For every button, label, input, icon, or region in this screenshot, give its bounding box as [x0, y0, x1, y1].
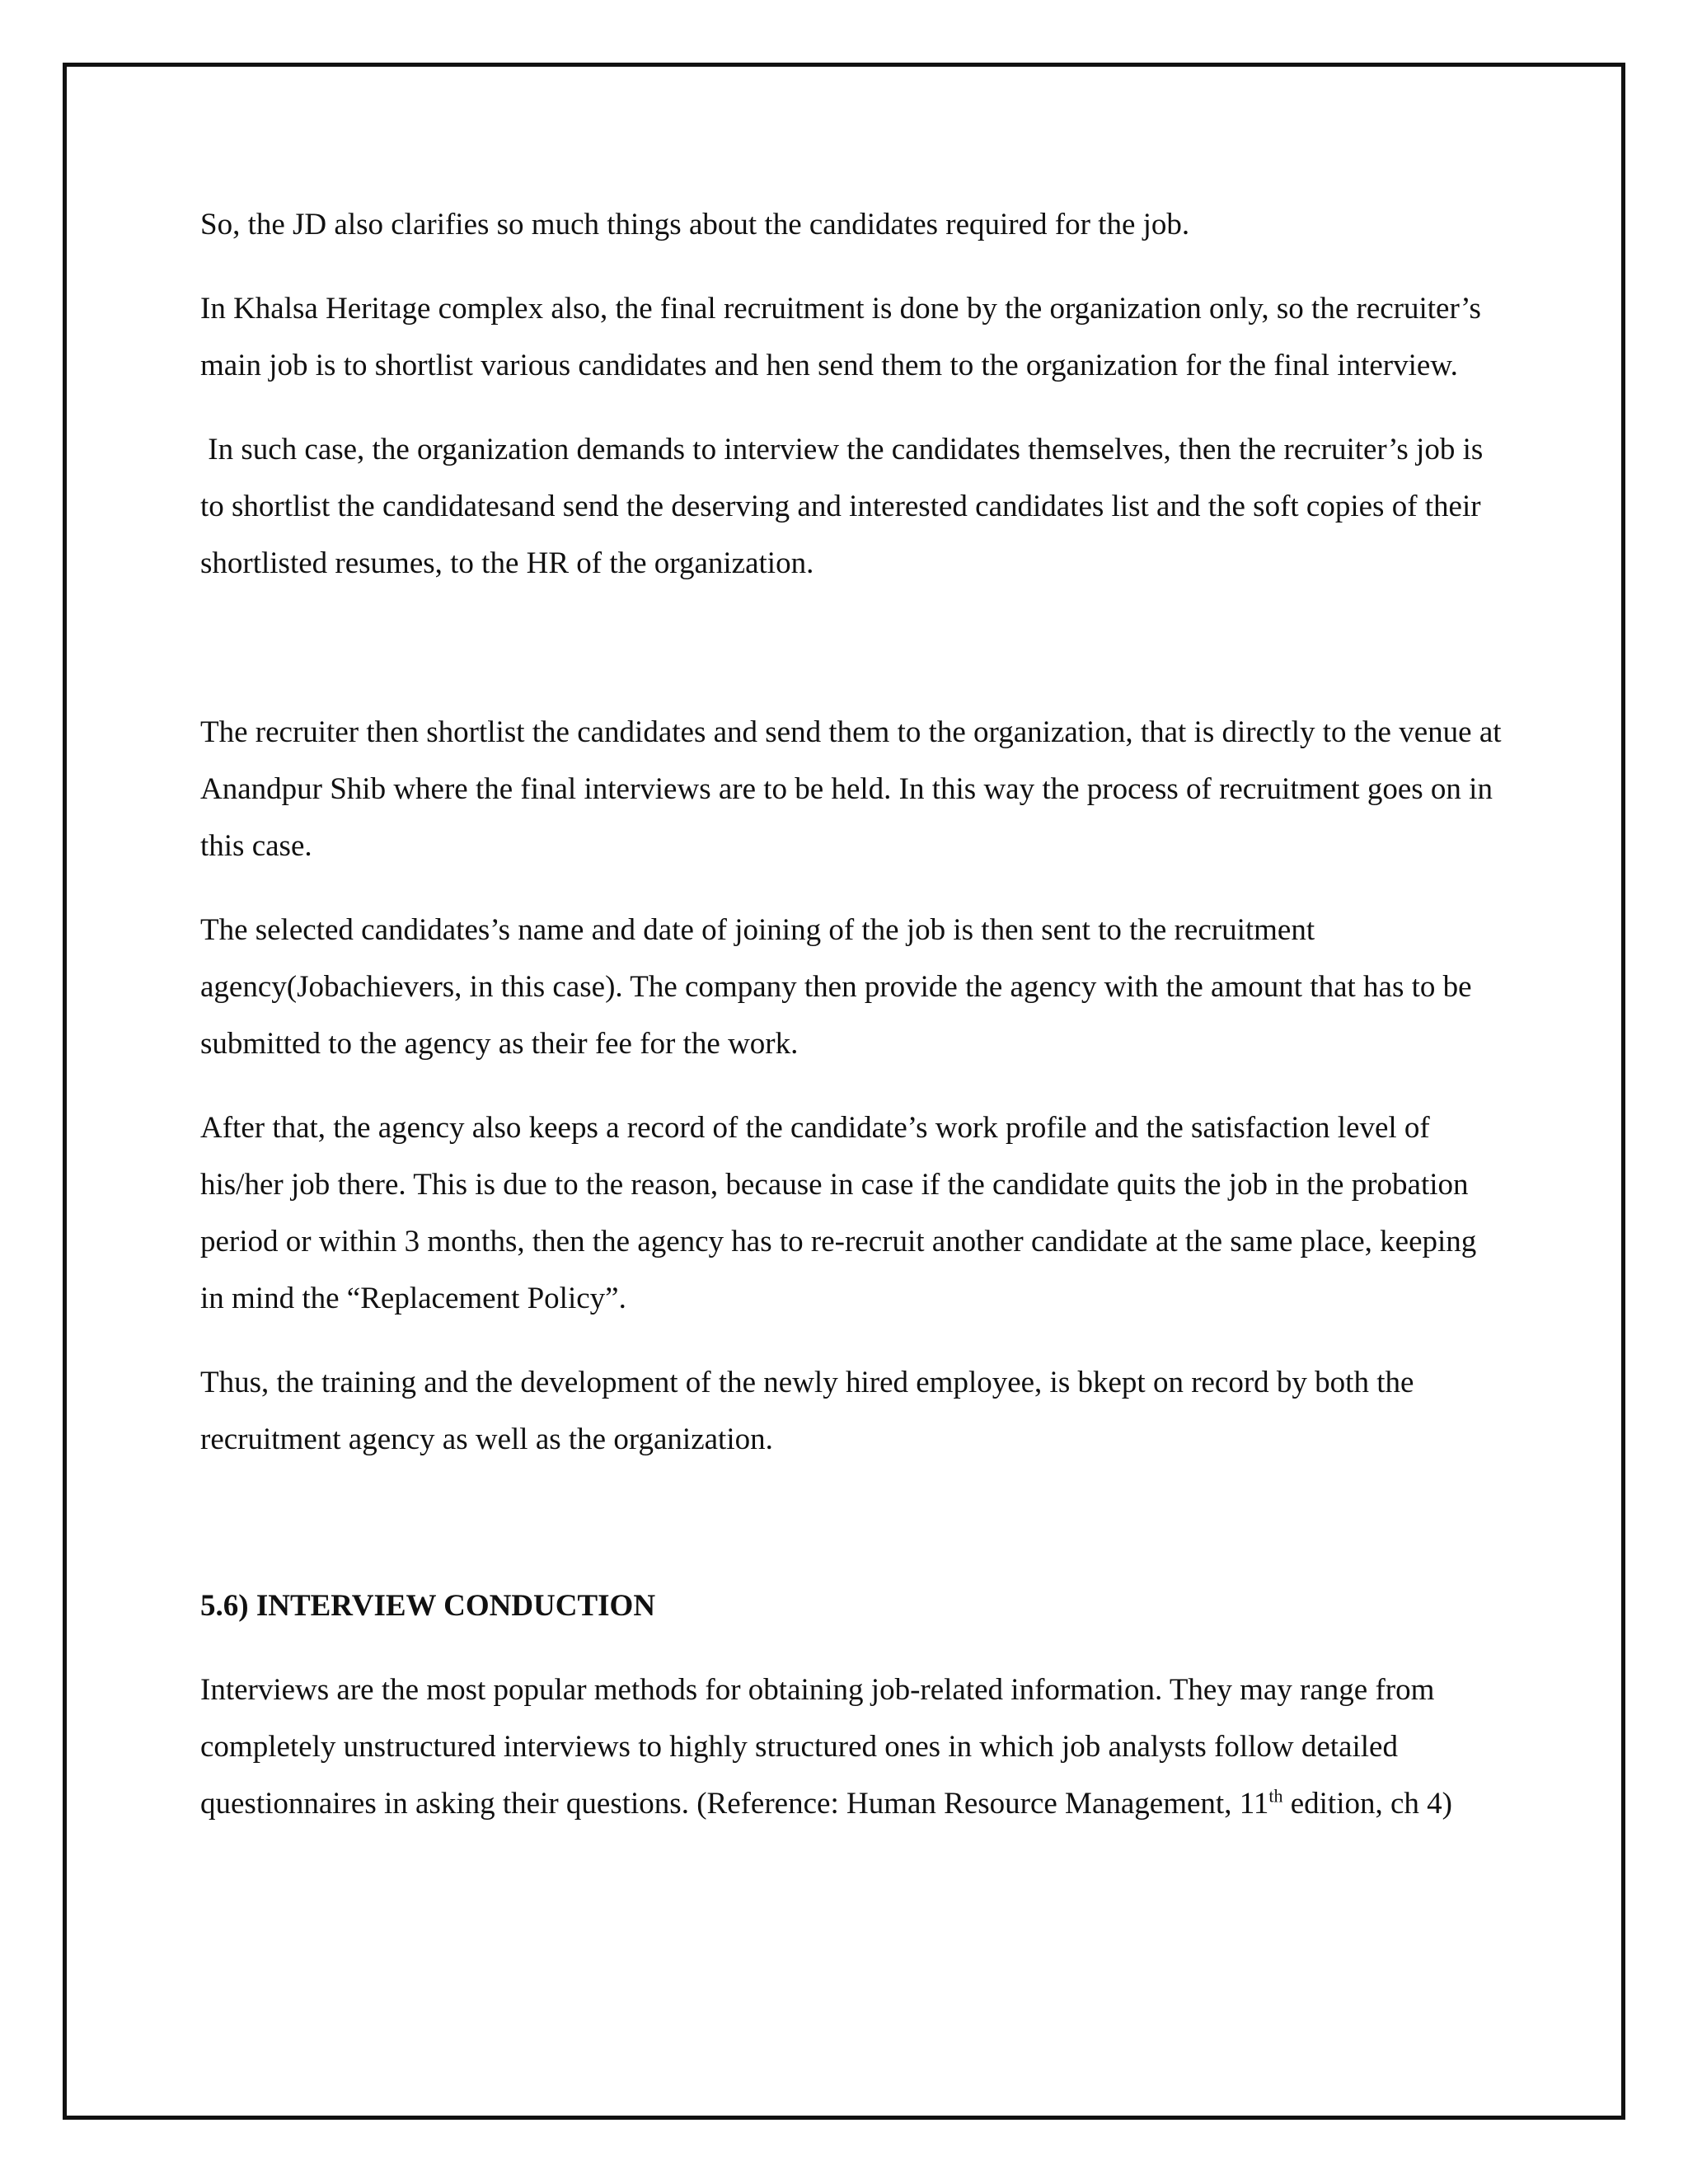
paragraph-selected-candidates: The selected candidates’s name and date of joining of the job is then sent to the recruitment agency(Jobachievers, in this case). The company then provide the agency with the amount that has to be submitted to the agency as their fee for the work.: [200, 913, 1472, 1061]
interviews-text-end: edition, ch 4): [1282, 1787, 1452, 1821]
paragraph-interviews: [200, 1661, 1503, 1832]
paragraph-organization-demands: In such case, the organization demands to interview the candidates themselves, then the recruiter’s job is to shortlist the candidatesand send the deserving and interested candidates list and the soft copies of their shortlisted resumes, to the HR of the organization.: [200, 433, 1491, 580]
paragraph-training-development: Thus, the training and the development of the newly hired employee, is bkept on record by both the recruitment agency as well as the organization.: [200, 1366, 1414, 1456]
paragraph-recruiter-shortlist: The recruiter then shortlist the candidates and send them to the organization, that is directly to the venue at Anandpur Shib where the final interviews are to be held. In this way the process of recruitment goes on in this case.: [200, 715, 1502, 863]
document-body: [200, 196, 1503, 1832]
ordinal-suffix: th: [1268, 1785, 1283, 1807]
paragraph-jd-clarifies: So, the JD also clarifies so much things about the candidates required for the job.: [200, 208, 1190, 241]
paragraph-agency-record: After that, the agency also keeps a record of the candidate’s work profile and the satisfaction level of his/her job there. This is due to the reason, because in case if the candidate quits the job in the probation period or within 3 months, then the agency has to re-recruit another candidate at the same place, keeping in mind the “Replacement Policy”.: [200, 1111, 1477, 1315]
section-heading: [200, 1577, 1503, 1634]
interviews-text: Interviews are the most popular methods for obtaining job-related information. They may range from completely unstructured interviews to highly structured ones in which job analysts follow detailed questionnaires in asking their questions. (Reference: Human Resource Management, 11: [200, 1673, 1435, 1821]
section-title: INTERVIEW CONDUCTION: [256, 1589, 656, 1623]
paragraph-khalsa-heritage: In Khalsa Heritage complex also, the final recruitment is done by the organization only, so the recruiter’s main job is to shortlist various candidates and hen send them to the organization for the final interview.: [200, 292, 1481, 382]
section-number: 5.6): [200, 1589, 249, 1623]
